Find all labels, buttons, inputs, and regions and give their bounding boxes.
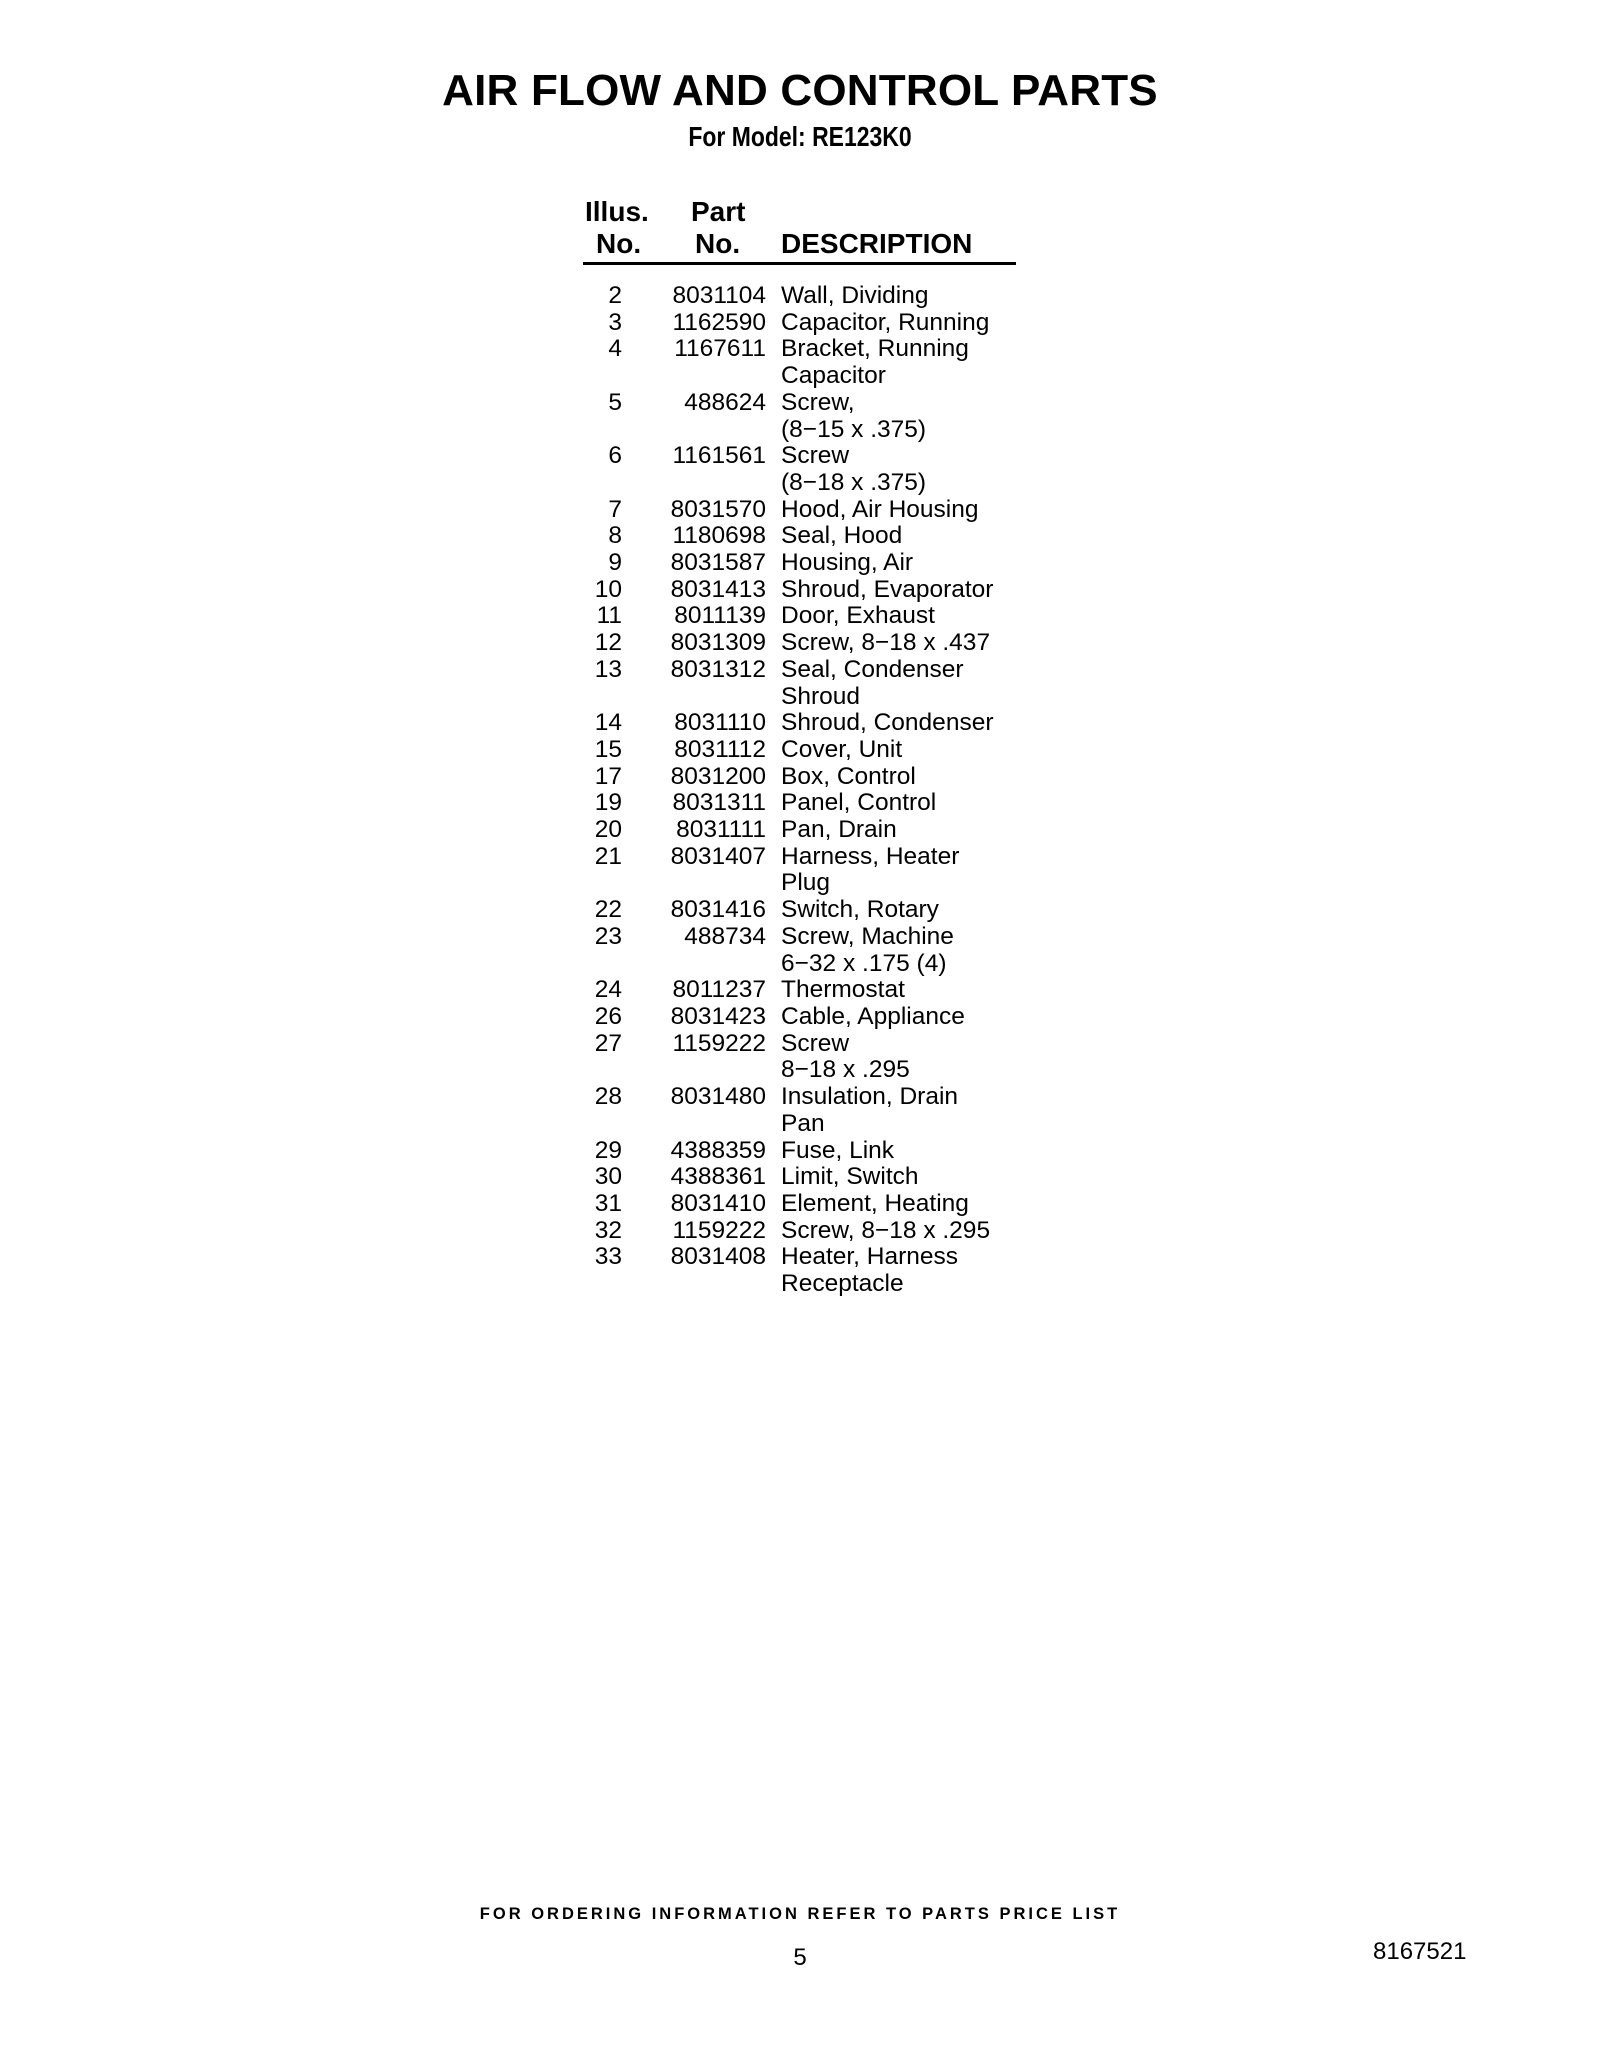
illus-number: 30	[594, 1163, 622, 1191]
part-row	[580, 817, 1020, 844]
part-description: Insulation, Drain	[781, 1083, 959, 1111]
part-description: Shroud, Evaporator	[781, 575, 994, 603]
ordering-note: FOR ORDERING INFORMATION REFER TO PARTS PRICE LIST	[479, 1905, 1121, 1923]
part-number: 8031408	[670, 1243, 766, 1271]
part-row	[580, 924, 1020, 977]
part-row	[580, 310, 1020, 337]
illus-number: 10	[594, 575, 622, 603]
part-row	[580, 1031, 1020, 1084]
illus-number: 13	[594, 655, 622, 683]
part-row	[580, 603, 1020, 630]
part-row	[580, 1004, 1020, 1031]
part-description: Panel, Control	[781, 789, 937, 817]
part-description: Pan	[781, 1109, 825, 1137]
part-row	[580, 844, 1020, 897]
part-description: Receptacle	[781, 1270, 904, 1298]
part-number: 1167611	[674, 335, 766, 363]
part-number: 1162590	[672, 308, 766, 336]
page-number: 5	[793, 1944, 807, 1971]
illus-number: 19	[594, 789, 622, 817]
part-description: Element, Heating	[781, 1189, 969, 1217]
part-row	[580, 710, 1020, 737]
part-description: Hood, Air Housing	[781, 495, 979, 523]
illus-number: 15	[594, 735, 622, 763]
part-row	[580, 390, 1020, 443]
illus-number: 17	[594, 762, 622, 790]
part-description: Seal, Hood	[781, 522, 903, 550]
part-row	[580, 977, 1020, 1004]
illus-number: 8	[608, 522, 622, 550]
document-number: 8167521	[1373, 1938, 1467, 1965]
illus-number: 26	[594, 1002, 622, 1030]
part-number: 4388359	[670, 1136, 766, 1164]
part-number: 8031587	[670, 549, 766, 577]
illus-number: 14	[594, 709, 622, 737]
part-description: Switch, Rotary	[781, 896, 939, 924]
part-number: 8031311	[672, 789, 766, 817]
part-description: Cable, Appliance	[781, 1002, 965, 1030]
illus-number: 28	[594, 1083, 622, 1111]
part-column-header-line2: No.	[695, 228, 741, 259]
part-description: Seal, Condenser	[781, 655, 964, 683]
illus-number: 22	[594, 896, 622, 924]
part-description: Limit, Switch	[781, 1163, 919, 1191]
part-number: 8031112	[674, 735, 766, 763]
description-column-header: DESCRIPTION	[781, 228, 973, 259]
part-description: (8−15 x .375)	[781, 415, 927, 443]
part-row	[580, 657, 1020, 710]
part-description: (8−18 x .375)	[781, 468, 927, 496]
parts-list	[580, 283, 1020, 1298]
part-number: 488624	[684, 388, 766, 416]
part-number: 8031423	[670, 1002, 766, 1030]
part-row	[580, 1191, 1020, 1218]
part-row	[580, 443, 1020, 496]
illus-number: 9	[608, 549, 622, 577]
part-number: 8031413	[670, 575, 766, 603]
part-description: Screw	[781, 442, 850, 470]
illus-number: 27	[594, 1029, 622, 1057]
part-description: Thermostat	[781, 976, 905, 1004]
illus-number: 12	[594, 629, 622, 657]
part-number: 1161561	[672, 442, 766, 470]
part-description: Screw	[781, 1029, 850, 1057]
part-row	[580, 523, 1020, 550]
part-number: 1159222	[672, 1216, 766, 1244]
illus-number: 29	[594, 1136, 622, 1164]
part-number: 8031407	[670, 842, 766, 870]
part-row	[580, 577, 1020, 604]
part-row	[580, 764, 1020, 791]
part-description: Harness, Heater	[781, 842, 960, 870]
illus-number: 23	[594, 922, 622, 950]
illus-number: 33	[594, 1243, 622, 1271]
part-number: 488734	[684, 922, 766, 950]
part-description: Pan, Drain	[781, 816, 897, 844]
part-description: Bracket, Running	[781, 335, 969, 363]
part-description: Plug	[781, 869, 831, 897]
part-column-header-line1: Part	[691, 196, 746, 227]
part-description: Heater, Harness	[781, 1243, 959, 1271]
part-number: 8031104	[672, 282, 766, 309]
part-number: 8031309	[670, 629, 766, 657]
part-row	[580, 897, 1020, 924]
page-title: AIR FLOW AND CONTROL PARTS	[442, 66, 1158, 115]
part-row	[580, 336, 1020, 389]
part-number: 8031200	[670, 762, 766, 790]
illus-column-header-line1: Illus.	[585, 196, 649, 227]
part-number: 8031111	[676, 816, 766, 844]
part-description: 8−18 x .295	[781, 1056, 910, 1084]
part-row	[580, 1138, 1020, 1165]
part-description: Capacitor	[781, 362, 886, 390]
illus-number: 6	[608, 442, 622, 470]
part-row	[580, 1164, 1020, 1191]
part-number: 1159222	[672, 1029, 766, 1057]
illus-number: 24	[594, 976, 622, 1004]
part-row	[580, 1218, 1020, 1245]
illus-number: 5	[608, 388, 622, 416]
illus-number: 2	[608, 282, 622, 309]
part-row	[580, 550, 1020, 577]
part-description: Screw, 8−18 x .437	[781, 629, 991, 657]
part-description: Housing, Air	[781, 549, 914, 577]
part-row	[580, 737, 1020, 764]
part-number: 8011139	[674, 602, 766, 630]
part-number: 4388361	[670, 1163, 766, 1191]
part-description: 6−32 x .175 (4)	[781, 949, 947, 977]
illus-number: 32	[594, 1216, 622, 1244]
part-number: 8031416	[670, 896, 766, 924]
part-description: Shroud, Condenser	[781, 709, 994, 737]
illus-number: 31	[594, 1189, 622, 1217]
part-description: Screw,	[781, 388, 855, 416]
illus-number: 4	[608, 335, 622, 363]
part-row	[580, 1084, 1020, 1137]
part-row	[580, 1244, 1020, 1297]
part-number: 8031570	[670, 495, 766, 523]
part-description: Fuse, Link	[781, 1136, 895, 1164]
model-subtitle: For Model: RE123K0	[688, 121, 912, 152]
illus-number: 11	[596, 602, 622, 630]
part-row	[580, 790, 1020, 817]
illus-number: 21	[594, 842, 622, 870]
part-number: 8031480	[670, 1083, 766, 1111]
part-description: Screw, 8−18 x .295	[781, 1216, 991, 1244]
part-number: 8031410	[670, 1189, 766, 1217]
part-description: Box, Control	[781, 762, 916, 790]
illus-number: 20	[594, 816, 622, 844]
part-number: 8031312	[670, 655, 766, 683]
part-description: Capacitor, Running	[781, 308, 990, 336]
part-row	[580, 497, 1020, 524]
part-row	[580, 630, 1020, 657]
part-description: Screw, Machine	[781, 922, 954, 950]
part-row	[580, 283, 1020, 310]
part-number: 8011237	[672, 976, 766, 1004]
part-description: Shroud	[781, 682, 861, 710]
part-number: 1180698	[672, 522, 766, 550]
illus-number: 7	[608, 495, 622, 523]
part-description: Cover, Unit	[781, 735, 903, 763]
part-description: Door, Exhaust	[781, 602, 935, 630]
header-rule	[583, 262, 1016, 265]
illus-number: 3	[608, 308, 622, 336]
illus-column-header-line2: No.	[596, 228, 642, 259]
part-number: 8031110	[674, 709, 766, 737]
part-description: Wall, Dividing	[781, 282, 929, 309]
